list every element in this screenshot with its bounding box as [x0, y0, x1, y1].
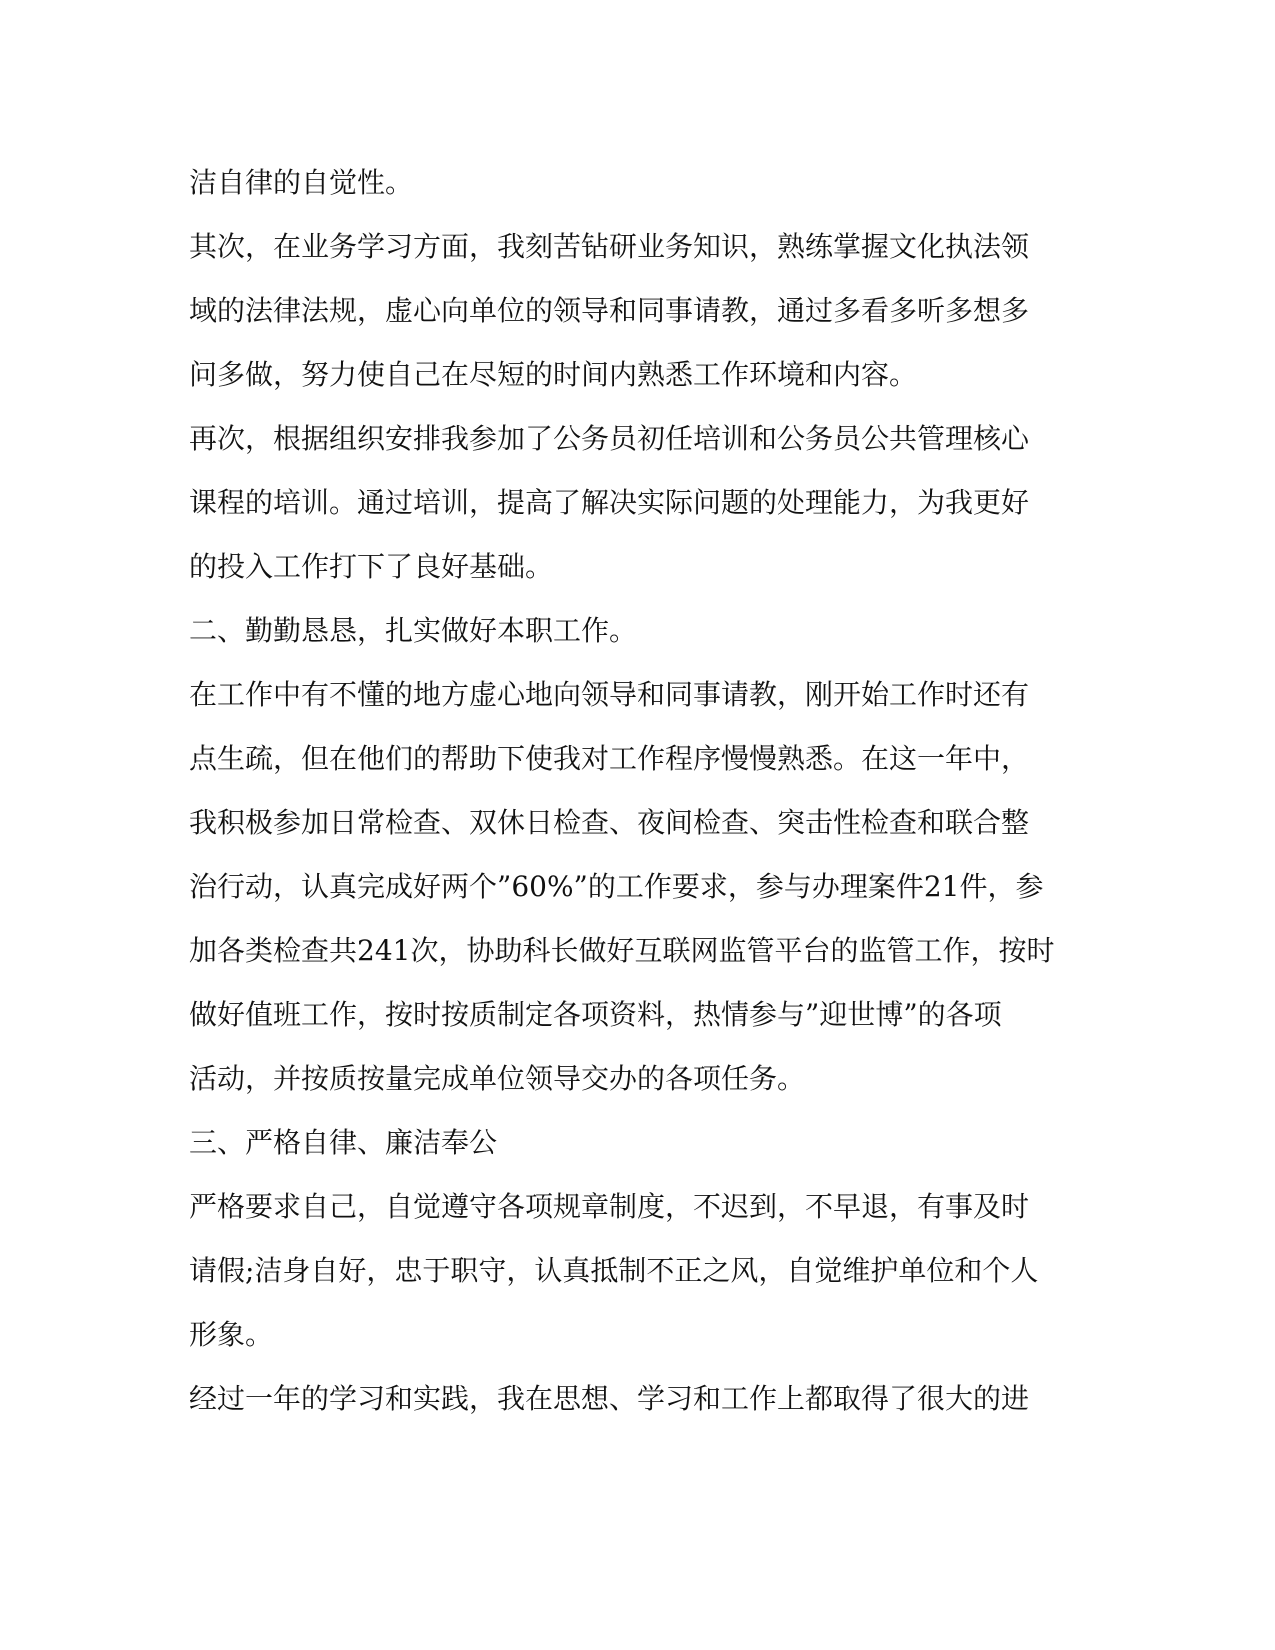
text-line-11: 我积极参加日常检查、双休日检查、夜间检查、突击性检查和联合整	[189, 806, 1030, 839]
section-heading-2: 二、勤勤恳恳，扎实做好本职工作。	[189, 614, 638, 647]
text-line-20: 经过一年的学习和实践，我在思想、学习和工作上都取得了很大的进	[189, 1382, 1030, 1415]
text-line-5: 再次，根据组织安排我参加了公务员初任培训和公务员公共管理核心	[189, 422, 1030, 455]
text-line-15: 活动，并按质按量完成单位领导交办的各项任务。	[189, 1062, 806, 1095]
text-line-18: 请假;洁身自好，忠于职守，认真抵制不正之风，自觉维护单位和个人	[189, 1254, 1039, 1287]
text-line-12: 治行动，认真完成好两个”60%”的工作要求，参与办理案件21件，参	[189, 870, 1044, 903]
text-line-4: 问多做，努力使自己在尽短的时间内熟悉工作环境和内容。	[189, 358, 918, 391]
text-line-17: 严格要求自己，自觉遵守各项规章制度，不迟到，不早退，有事及时	[189, 1190, 1030, 1223]
text-line-1: 洁自律的自觉性。	[189, 166, 414, 199]
body-text	[189, 166, 1089, 1446]
text-line-9: 在工作中有不懂的地方虚心地向领导和同事请教，刚开始工作时还有	[189, 678, 1030, 711]
text-line-7: 的投入工作打下了良好基础。	[189, 550, 554, 583]
text-line-3: 域的法律法规，虚心向单位的领导和同事请教，通过多看多听多想多	[189, 294, 1030, 327]
text-line-14: 做好值班工作，按时按质制定各项资料，热情参与”迎世博”的各项	[189, 998, 1002, 1031]
text-line-19: 形象。	[189, 1318, 274, 1351]
text-line-2: 其次，在业务学习方面，我刻苦钻研业务知识，熟练掌握文化执法领	[189, 230, 1030, 263]
section-heading-3: 三、严格自律、廉洁奉公	[189, 1126, 498, 1159]
text-line-13: 加各类检查共241次，协助科长做好互联网监管平台的监管工作，按时	[189, 934, 1055, 967]
text-line-6: 课程的培训。通过培训，提高了解决实际问题的处理能力，为我更好	[189, 486, 1030, 519]
text-line-10: 点生疏，但在他们的帮助下使我对工作程序慢慢熟悉。在这一年中，	[189, 742, 1030, 775]
